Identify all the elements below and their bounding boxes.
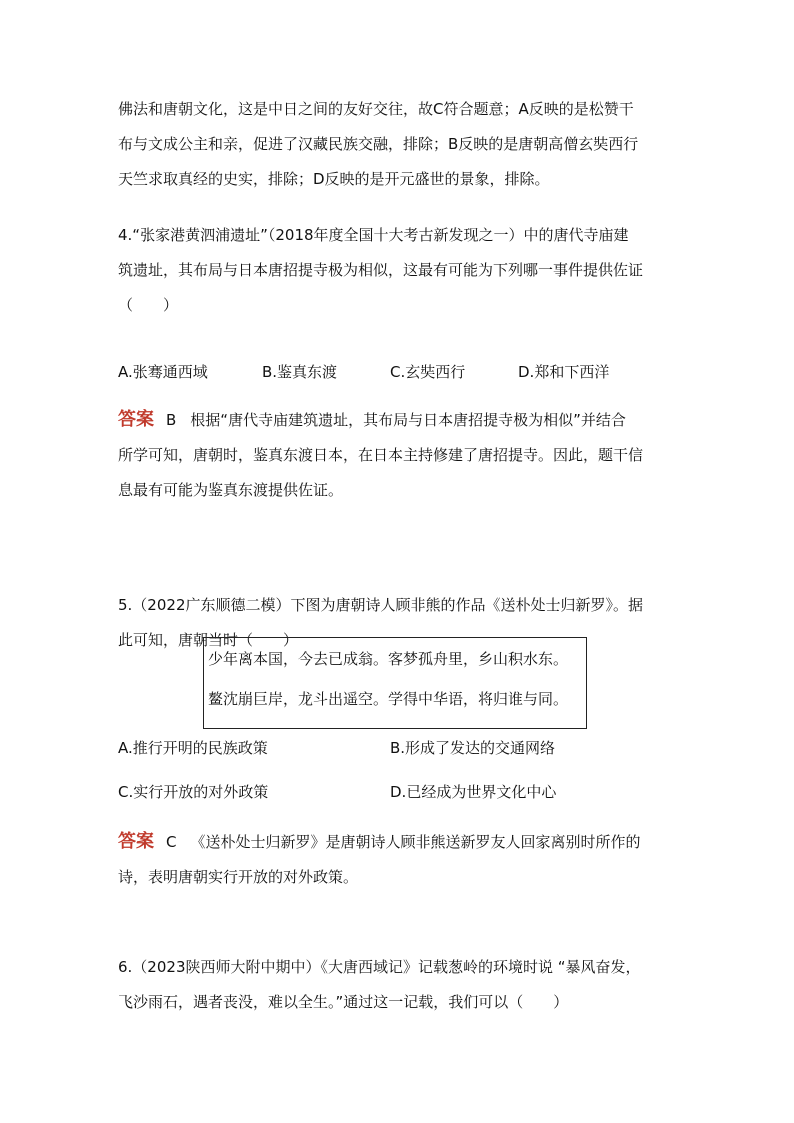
- text-line: 天竺求取真经的史实，排除；D反映的是开元盛世的景象，排除。: [118, 170, 550, 188]
- option-d: D.郑和下西洋: [518, 363, 610, 381]
- text-line: 飞沙雨石，遇者丧没，难以全生。”通过这一记载，我们可以（ ）: [118, 993, 569, 1011]
- question-4-stem: [118, 218, 678, 323]
- text-line: 息最有可能为鉴真东渡提供佐证。: [118, 481, 344, 499]
- answer-line: [118, 824, 678, 860]
- option-b: B.形成了发达的交通网络: [390, 739, 556, 757]
- text-line: 筑遗址，其布局与日本唐招提寺极为相似，这最有可能为下列哪一事件提供佐证: [118, 261, 644, 279]
- option-b: B.鉴真东渡: [262, 363, 338, 381]
- text-line: 佛法和唐朝文化，这是中日之间的友好交往，故C符合题意；A反映的是松赞干: [118, 100, 634, 118]
- option-c: C.玄奘西行: [390, 363, 466, 381]
- option-a: A.推行开明的民族政策: [118, 739, 268, 757]
- text-line: 根据“唐代寺庙建筑遗址，其布局与日本唐招提寺极为相似”并结合: [190, 411, 626, 429]
- answer-key: B: [166, 411, 177, 429]
- text-line: 诗，表明唐朝实行开放的对外政策。: [118, 868, 359, 886]
- text-line: 6.（2023陕西师大附中期中）《大唐西域记》记载葱岭的环境时说 “暴风奋发，: [118, 958, 641, 976]
- question-5-options-row-1: [118, 737, 678, 761]
- option-d: D.已经成为世界文化中心: [390, 783, 557, 801]
- option-a: A.张骞通西域: [118, 363, 208, 381]
- text-line: （ ）: [118, 296, 179, 314]
- question-4-answer: [118, 402, 678, 508]
- text-line: 4.“张家港黄泗浦遗址”（2018年度全国十大考古新发现之一）中的唐代寺庙建: [118, 226, 629, 244]
- answer-line: [118, 402, 678, 438]
- poem-box: [203, 637, 587, 729]
- question-6-stem: [118, 950, 678, 1020]
- text-line: 所学可知，唐朝时，鉴真东渡日本，在日本主持修建了唐招提寺。因此，题干信: [118, 446, 644, 464]
- poem-line: 鳌沈崩巨岸，龙斗出遥空。学得中华语，将归谁与同。: [208, 690, 569, 708]
- question-5-answer: [118, 824, 678, 895]
- text-line: 此可知，唐朝当时（ ）: [118, 631, 299, 649]
- question-5-options-row-2: [118, 781, 678, 805]
- answer-label: 答案: [118, 831, 154, 852]
- explanation-continuation: [118, 92, 678, 197]
- answer-key: C: [166, 833, 177, 851]
- text-line: 5.（2022广东顺德二模）下图为唐朝诗人顾非熊的作品《送朴处士归新罗》。据: [118, 596, 643, 614]
- text-line: 《送朴处士归新罗》是唐朝诗人顾非熊送新罗友人回家离别时所作的: [190, 833, 641, 851]
- poem-line: 少年离本国，今去已成翁。客梦孤舟里，乡山积水东。: [208, 650, 569, 668]
- text-line: 布与文成公主和亲，促进了汉藏民族交融，排除；B反映的是唐朝高僧玄奘西行: [118, 135, 639, 153]
- answer-label: 答案: [118, 409, 154, 430]
- option-c: C.实行开放的对外政策: [118, 783, 269, 801]
- question-4-options: [118, 361, 678, 385]
